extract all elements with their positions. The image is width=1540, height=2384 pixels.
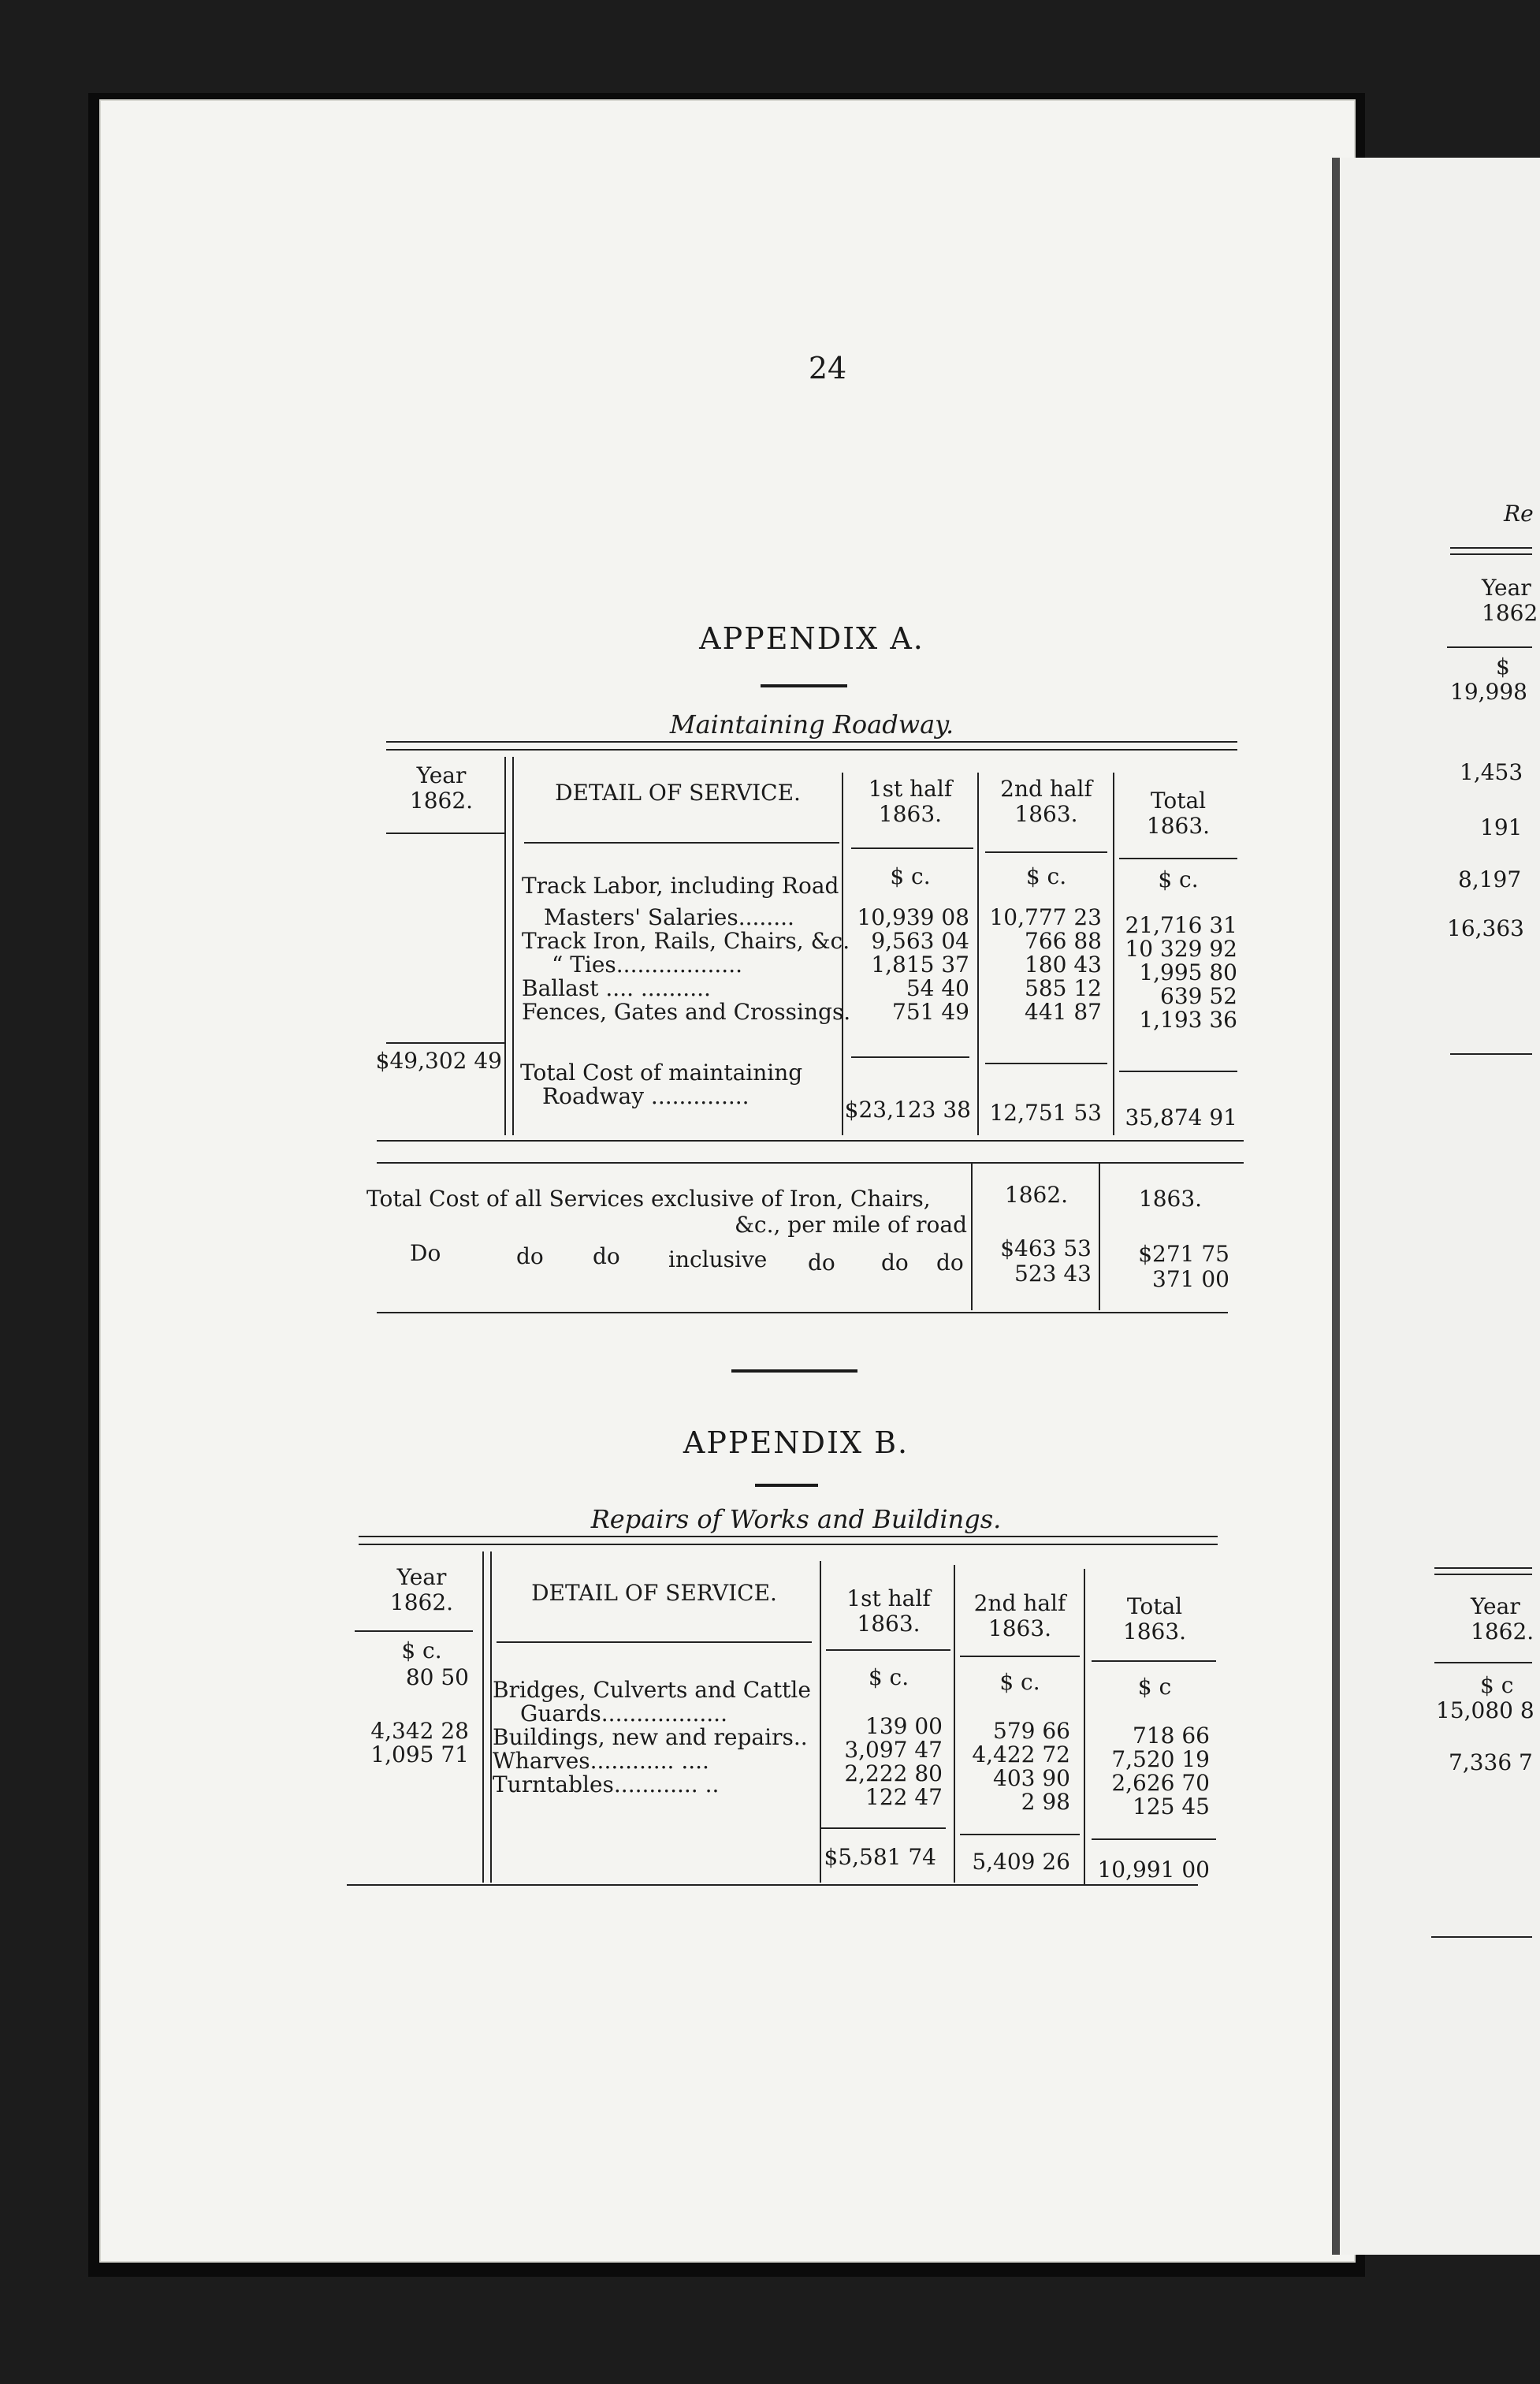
header-first-half: 1st half (846, 1585, 931, 1611)
row-second: 10,777 23 (989, 904, 1102, 930)
col-divider (490, 1551, 492, 1883)
subtotal-rule (386, 1042, 504, 1044)
row-first: 1,815 37 (871, 952, 969, 978)
header-underline (851, 847, 973, 849)
summary-bottom-rule (377, 1312, 1228, 1313)
row-first: 3,097 47 (844, 1737, 943, 1763)
col-divider (1113, 773, 1114, 1135)
summary-exclusive-label-cont: &c., per mile of road (735, 1212, 967, 1238)
row-label: Track Labor, including Road (522, 873, 839, 899)
row-second: 4,422 72 (972, 1741, 1070, 1768)
total-total: 35,874 91 (1125, 1104, 1237, 1131)
fragment-text: 7,336 7 (1449, 1749, 1533, 1775)
table-top-rule (359, 1536, 1218, 1545)
col-divider (842, 773, 843, 1135)
row-first: 139 00 (865, 1713, 943, 1739)
fragment-rule (1431, 1936, 1532, 1938)
appendix-a-title: APPENDIX A. (699, 621, 924, 656)
header-year: Year (416, 762, 467, 788)
fragment-text: 19,998 (1450, 679, 1527, 705)
total-label-cont: Roadway .............. (542, 1083, 750, 1109)
header-underline (355, 1630, 473, 1632)
header-first-half-year: 1863. (878, 801, 943, 827)
do-word: inclusive (668, 1246, 768, 1272)
year-value: 80 50 (405, 1664, 469, 1690)
subtotal-rule (1119, 1071, 1237, 1072)
unit-year: $ c. (401, 1637, 442, 1663)
col-divider (977, 773, 979, 1135)
total-first: $23,123 38 (844, 1097, 971, 1123)
row-total: 10 329 92 (1125, 936, 1237, 962)
subtotal-rule (1092, 1838, 1216, 1840)
header-total-year: 1863. (1122, 1619, 1187, 1645)
subtotal-rule (851, 1056, 969, 1058)
row-label: Buildings, new and repairs.. (493, 1724, 808, 1750)
summary-excl-1862: $463 53 (1000, 1235, 1092, 1261)
row-first: 9,563 04 (871, 928, 969, 954)
summary-col-1863: 1863. (1138, 1186, 1203, 1212)
summary-excl-1863: $271 75 (1138, 1241, 1229, 1267)
header-underline (960, 1656, 1080, 1657)
total-label: Total Cost of maintaining (520, 1060, 803, 1086)
col-divider (1084, 1569, 1085, 1884)
row-label: Track Iron, Rails, Chairs, &c. (522, 928, 850, 954)
unit-second: $ c. (999, 1669, 1040, 1695)
row-first: 751 49 (892, 999, 969, 1025)
fragment-rule (1450, 1053, 1532, 1055)
fragment-text: $ c (1480, 1672, 1514, 1698)
page-number: 24 (808, 351, 847, 386)
unit-total: $ c (1137, 1674, 1172, 1700)
summary-incl-1862: 523 43 (1014, 1261, 1092, 1287)
row-total: 7,520 19 (1111, 1746, 1210, 1772)
fragment-text: 1862 (1482, 600, 1538, 626)
header-total: Total (1150, 788, 1207, 814)
total-second: 5,409 26 (972, 1849, 1070, 1875)
header-underline (497, 1641, 812, 1643)
fragment-text: Re (1504, 501, 1534, 527)
header-detail: DETAIL OF SERVICE. (531, 1580, 777, 1606)
fragment-text: 15,080 8 (1436, 1697, 1534, 1723)
row-label: Guards.................. (520, 1700, 727, 1727)
unit-first: $ c. (890, 863, 931, 889)
header-second-half-year: 1863. (1014, 801, 1078, 827)
col-divider (504, 757, 506, 1135)
section-divider (731, 1369, 857, 1373)
row-label: Wharves............ .... (493, 1748, 709, 1774)
fragment-text: 16,363 (1447, 915, 1524, 941)
facing-page (1332, 158, 1540, 2255)
header-underline (826, 1649, 950, 1651)
row-second: 766 88 (1025, 928, 1102, 954)
row-total: 718 66 (1133, 1723, 1210, 1749)
subtotal-rule (960, 1834, 1080, 1835)
row-label: Fences, Gates and Crossings. (522, 999, 851, 1025)
do-word: do (593, 1243, 620, 1269)
header-year: Year (396, 1564, 447, 1590)
table-bottom-rule (377, 1140, 1244, 1142)
header-total-year: 1863. (1146, 813, 1211, 839)
header-first-half-year: 1863. (857, 1611, 921, 1637)
do-word: do (808, 1250, 835, 1276)
header-underline (524, 842, 839, 844)
summary-incl-1863: 371 00 (1152, 1266, 1229, 1292)
total-second: 12,751 53 (989, 1100, 1102, 1126)
summary-top-rule (377, 1162, 1244, 1164)
fragment-text: 1,453 (1460, 759, 1523, 785)
year-value: 1,095 71 (370, 1741, 469, 1768)
row-first: 122 47 (865, 1784, 943, 1810)
row-second: 403 90 (993, 1765, 1070, 1791)
subtotal-rule (985, 1063, 1107, 1064)
year-value: 4,342 28 (370, 1718, 469, 1744)
row-first: 54 40 (906, 975, 969, 1001)
col-divider (971, 1164, 973, 1310)
fragment-rule (1447, 646, 1532, 648)
row-total: 21,716 31 (1125, 912, 1237, 938)
unit-first: $ c. (868, 1664, 909, 1690)
subtotal-rule (820, 1827, 946, 1829)
appendix-a-rule (761, 684, 847, 687)
row-label: Masters' Salaries........ (544, 904, 794, 930)
fragment-text: Year (1482, 575, 1531, 601)
total-first: $5,581 74 (824, 1844, 936, 1870)
fragment-rule (1434, 1574, 1532, 1575)
row-second: 2 98 (1021, 1789, 1070, 1815)
row-second: 441 87 (1025, 999, 1102, 1025)
row-label: “ Ties.................. (552, 952, 742, 978)
header-detail: DETAIL OF SERVICE. (555, 780, 801, 806)
row-total: 2,626 70 (1111, 1770, 1210, 1796)
header-first-half: 1st half (868, 776, 953, 802)
do-word: do (516, 1243, 544, 1269)
header-underline (985, 851, 1107, 853)
col-divider (1099, 1164, 1100, 1310)
summary-exclusive-label: Total Cost of all Services exclusive of Iron, Chairs, (366, 1186, 931, 1212)
fragment-rule (1450, 553, 1532, 555)
appendix-b-rule (755, 1484, 818, 1487)
row-total: 639 52 (1160, 983, 1237, 1009)
row-first: 2,222 80 (844, 1760, 943, 1786)
header-second-half-year: 1863. (988, 1615, 1052, 1641)
header-total: Total (1126, 1593, 1183, 1619)
header-year-value: 1862. (389, 1589, 454, 1615)
total-year: $49,302 49 (375, 1048, 502, 1074)
fragment-rule (1450, 547, 1532, 549)
do-word: do (936, 1250, 964, 1276)
row-total: 1,995 80 (1139, 959, 1237, 985)
table-top-rule (386, 741, 1237, 751)
row-second: 585 12 (1025, 975, 1102, 1001)
col-divider (482, 1551, 484, 1883)
header-second-half: 2nd half (1000, 776, 1092, 802)
do-word: Do (410, 1240, 441, 1266)
summary-col-1862: 1862. (1004, 1182, 1069, 1208)
header-second-half: 2nd half (973, 1590, 1066, 1616)
row-total: 125 45 (1133, 1794, 1210, 1820)
row-second: 180 43 (1025, 952, 1102, 978)
fragment-rule (1434, 1567, 1532, 1569)
row-second: 579 66 (993, 1718, 1070, 1744)
row-label: Turntables............ .. (493, 1771, 720, 1797)
row-label: Ballast .... .......... (522, 975, 711, 1001)
total-total: 10,991 00 (1097, 1857, 1210, 1883)
appendix-b-subtitle: Repairs of Works and Buildings. (590, 1504, 1002, 1534)
col-divider (820, 1561, 821, 1883)
unit-second: $ c. (1025, 863, 1067, 889)
col-divider (512, 757, 514, 1135)
fragment-text: $ (1496, 654, 1510, 680)
fragment-text: 8,197 (1458, 866, 1522, 892)
row-label: Bridges, Culverts and Cattle (493, 1677, 811, 1703)
header-year-value: 1862. (409, 788, 474, 814)
header-underline (386, 833, 504, 834)
fragment-rule (1434, 1662, 1532, 1663)
row-total: 1,193 36 (1139, 1007, 1237, 1033)
table-bottom-rule (347, 1884, 1198, 1886)
fragment-text: 1862. (1471, 1619, 1534, 1645)
row-first: 10,939 08 (857, 904, 969, 930)
do-word: do (881, 1250, 909, 1276)
appendix-b-title: APPENDIX B. (683, 1425, 909, 1460)
header-underline (1119, 858, 1237, 859)
appendix-a-subtitle: Maintaining Roadway. (669, 710, 954, 739)
book-page (101, 101, 1354, 2261)
header-underline (1092, 1660, 1216, 1662)
fragment-text: 191 (1480, 814, 1523, 840)
unit-total: $ c. (1158, 866, 1199, 892)
col-divider (954, 1565, 955, 1883)
fragment-text: Year (1471, 1593, 1520, 1619)
